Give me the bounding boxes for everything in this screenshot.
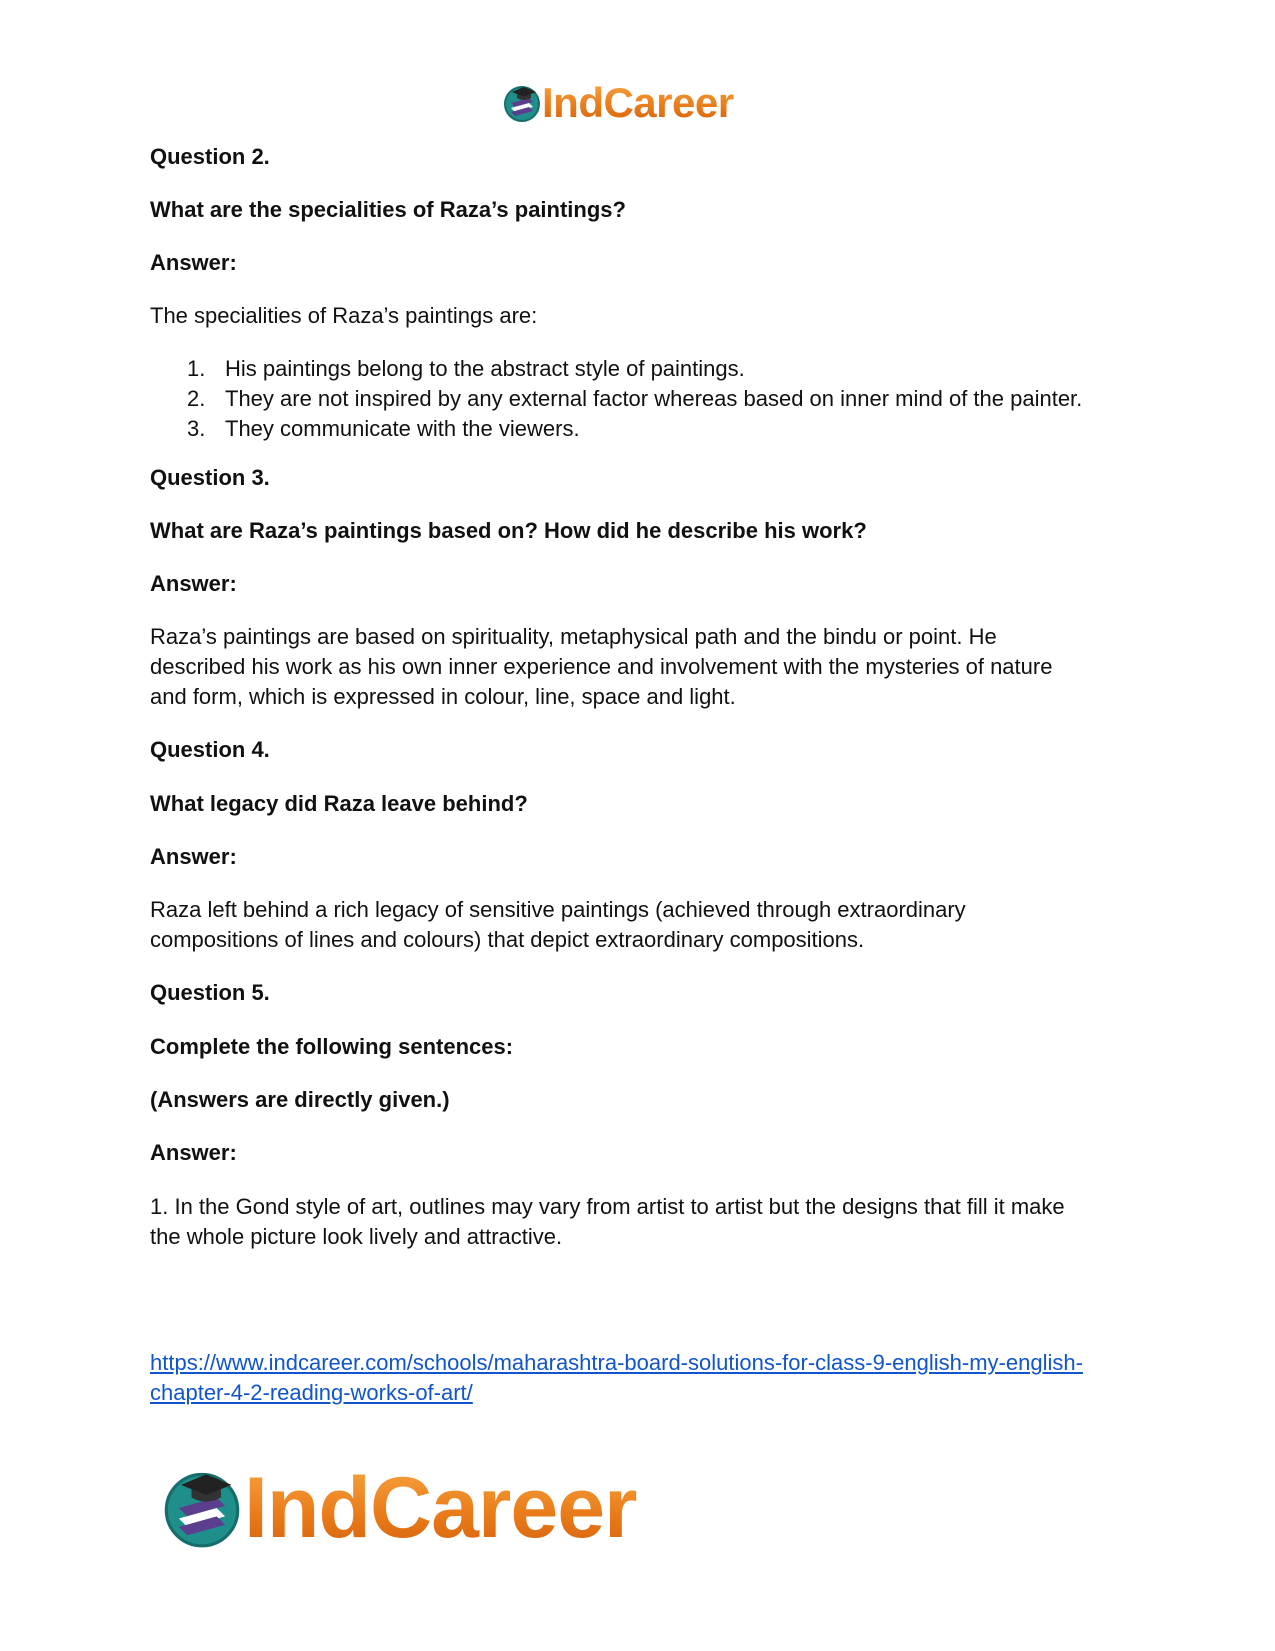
question-4-answer-label: Answer: <box>150 844 237 869</box>
question-2-text: What are the specialities of Raza’s paintings? <box>150 197 626 222</box>
question-5-answer-line: 1. In the Gond style of art, outlines may vary from artist to artist but the designs that fill it make <box>150 1194 1065 1219</box>
graduation-book-icon <box>502 83 542 123</box>
question-5-answer-label: Answer: <box>150 1140 237 1165</box>
question-3-answer-line: described his work as his own inner experience and involvement with the mysteries of nature <box>150 654 1053 679</box>
question-4-answer-line: Raza left behind a rich legacy of sensitive paintings (achieved through extraordinary <box>150 897 966 922</box>
question-2-heading: Question 2. <box>150 144 270 169</box>
question-3-heading: Question 3. <box>150 465 270 490</box>
question-2-answer-label: Answer: <box>150 250 237 275</box>
graduation-book-icon <box>160 1466 244 1550</box>
source-url-link[interactable]: https://www.indcareer.com/schools/maharashtra-board-solutions-for-class-9-english-my-english- <box>150 1350 1083 1375</box>
question-3-answer-label: Answer: <box>150 571 237 596</box>
question-2-points-list <box>150 354 1150 444</box>
list-item-number: 1. <box>187 356 206 381</box>
source-url-link-continued[interactable]: chapter-4-2-reading-works-of-art/ <box>150 1380 473 1405</box>
question-4-text: What legacy did Raza leave behind? <box>150 791 528 816</box>
list-item-number: 2. <box>187 386 206 411</box>
list-item-number: 3. <box>187 416 206 441</box>
question-5-answer-line: the whole picture look lively and attractive. <box>150 1224 563 1249</box>
list-item <box>150 354 1150 384</box>
question-4-answer-line: compositions of lines and colours) that depict extraordinary compositions. <box>150 927 865 952</box>
list-item <box>150 414 1150 444</box>
question-3-text: What are Raza’s paintings based on? How did he describe his work? <box>150 518 867 543</box>
footer-logo <box>160 1460 637 1556</box>
list-item-text: They are not inspired by any external factor whereas based on inner mind of the painter. <box>225 386 1083 411</box>
question-3-answer-line: and form, which is expressed in colour, line, space and light. <box>150 684 736 709</box>
header-logo <box>502 79 734 126</box>
logo-wordmark: IndCareer <box>542 79 734 126</box>
list-item <box>150 384 1150 414</box>
list-item-text: His paintings belong to the abstract style of paintings. <box>225 356 745 381</box>
question-5-note: (Answers are directly given.) <box>150 1087 450 1112</box>
logo-wordmark: IndCareer <box>244 1460 637 1556</box>
list-item-text: They communicate with the viewers. <box>225 416 580 441</box>
question-5-text: Complete the following sentences: <box>150 1034 514 1059</box>
question-2-intro: The specialities of Raza’s paintings are: <box>150 303 538 328</box>
question-5-heading: Question 5. <box>150 980 270 1005</box>
question-4-heading: Question 4. <box>150 737 270 762</box>
question-3-answer-line: Raza’s paintings are based on spirituality, metaphysical path and the bindu or point. He <box>150 624 997 649</box>
